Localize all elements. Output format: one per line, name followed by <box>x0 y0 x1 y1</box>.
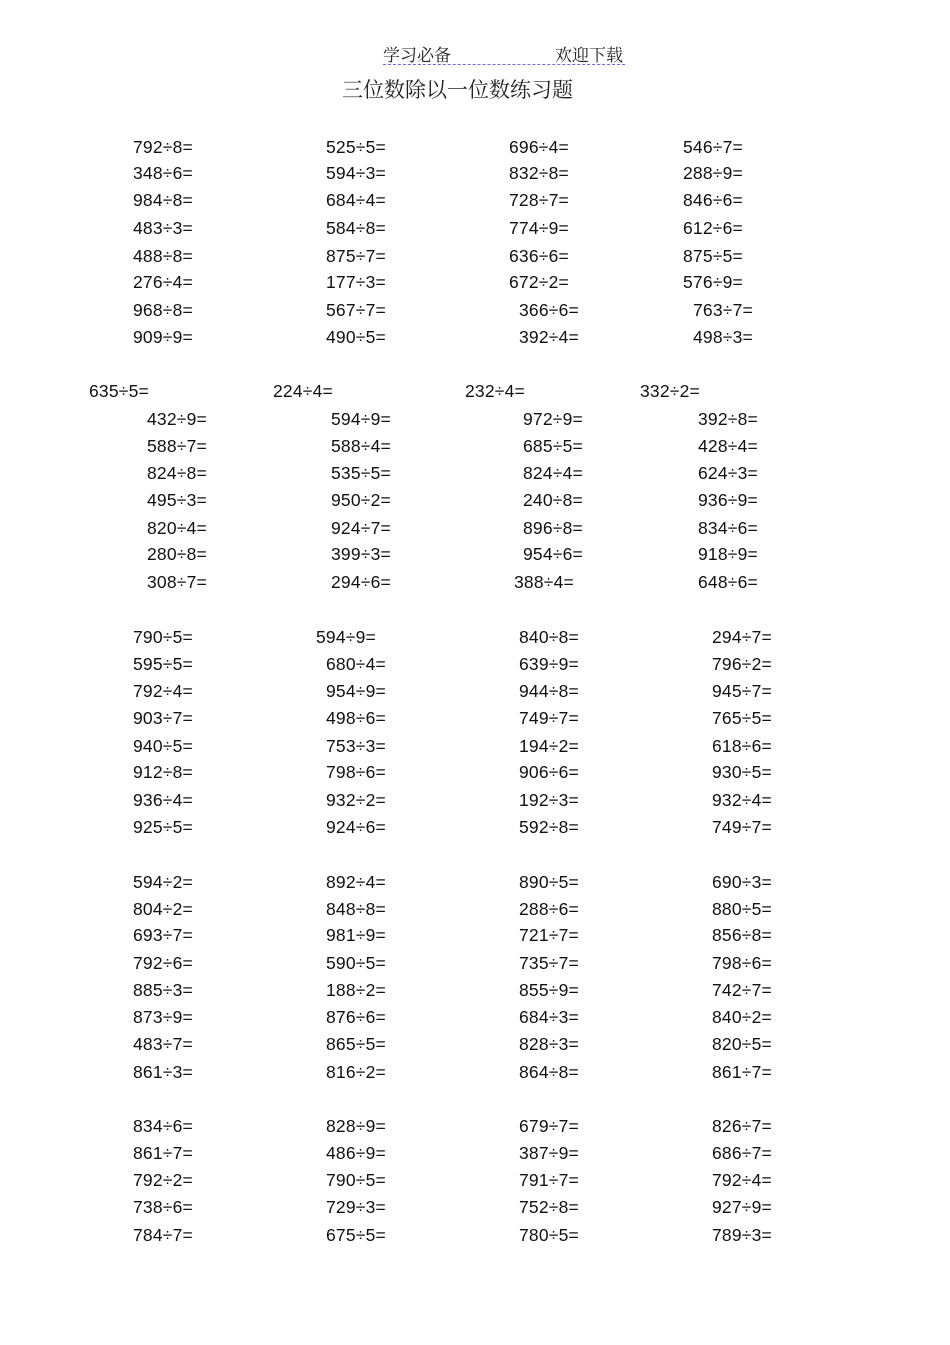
division-problem: 684÷4= <box>326 190 386 210</box>
division-problem: 495÷3= <box>147 490 207 510</box>
division-problem: 856÷8= <box>712 925 772 945</box>
division-problem: 945÷7= <box>712 681 772 701</box>
division-problem: 684÷3= <box>519 1007 579 1027</box>
division-problem: 834÷6= <box>698 518 758 538</box>
division-problem: 288÷9= <box>683 163 743 183</box>
division-problem: 639÷9= <box>519 654 579 674</box>
division-problem: 792÷2= <box>133 1170 193 1190</box>
division-problem: 483÷7= <box>133 1034 193 1054</box>
division-problem: 824÷8= <box>147 463 207 483</box>
division-problem: 875÷5= <box>683 246 743 266</box>
division-problem: 927÷9= <box>712 1197 772 1217</box>
division-problem: 864÷8= <box>519 1062 579 1082</box>
division-problem: 954÷6= <box>523 544 583 564</box>
division-problem: 308÷7= <box>147 572 207 592</box>
worksheet-title: 三位数除以一位数练习题 <box>342 78 573 102</box>
division-problem: 861÷7= <box>133 1143 193 1163</box>
division-problem: 909÷9= <box>133 327 193 347</box>
division-problem: 875÷7= <box>326 246 386 266</box>
division-problem: 294÷6= <box>331 572 391 592</box>
division-problem: 840÷8= <box>519 627 579 647</box>
division-problem: 906÷6= <box>519 762 579 782</box>
division-problem: 232÷4= <box>465 381 525 401</box>
division-problem: 892÷4= <box>326 872 386 892</box>
division-problem: 791÷7= <box>519 1170 579 1190</box>
division-problem: 896÷8= <box>523 518 583 538</box>
division-problem: 490÷5= <box>326 327 386 347</box>
division-problem: 840÷2= <box>712 1007 772 1027</box>
division-problem: 188÷2= <box>326 980 386 1000</box>
division-problem: 672÷2= <box>509 272 569 292</box>
division-problem: 749÷7= <box>712 817 772 837</box>
header-left-text: 学习必备 <box>383 46 451 66</box>
division-problem: 944÷8= <box>519 681 579 701</box>
division-problem: 612÷6= <box>683 218 743 238</box>
division-problem: 685÷5= <box>523 436 583 456</box>
division-problem: 240÷8= <box>523 490 583 510</box>
division-problem: 936÷4= <box>133 790 193 810</box>
division-problem: 288÷6= <box>519 899 579 919</box>
division-problem: 294÷7= <box>712 627 772 647</box>
division-problem: 488÷8= <box>133 246 193 266</box>
division-problem: 784÷7= <box>133 1225 193 1245</box>
division-problem: 861÷3= <box>133 1062 193 1082</box>
division-problem: 392÷8= <box>698 409 758 429</box>
division-problem: 924÷7= <box>331 518 391 538</box>
division-problem: 332÷2= <box>640 381 700 401</box>
division-problem: 588÷4= <box>331 436 391 456</box>
division-problem: 399÷3= <box>331 544 391 564</box>
division-problem: 855÷9= <box>519 980 579 1000</box>
division-problem: 686÷7= <box>712 1143 772 1163</box>
division-problem: 728÷7= <box>509 190 569 210</box>
division-problem: 790÷5= <box>326 1170 386 1190</box>
division-problem: 861÷7= <box>712 1062 772 1082</box>
division-problem: 876÷6= <box>326 1007 386 1027</box>
division-problem: 763÷7= <box>693 300 753 320</box>
division-problem: 498÷6= <box>326 708 386 728</box>
division-problem: 567÷7= <box>326 300 386 320</box>
division-problem: 940÷5= <box>133 736 193 756</box>
division-problem: 885÷3= <box>133 980 193 1000</box>
division-problem: 194÷2= <box>519 736 579 756</box>
division-problem: 387÷9= <box>519 1143 579 1163</box>
division-problem: 735÷7= <box>519 953 579 973</box>
division-problem: 680÷4= <box>326 654 386 674</box>
division-problem: 880÷5= <box>712 899 772 919</box>
division-problem: 789÷3= <box>712 1225 772 1245</box>
division-problem: 618÷6= <box>712 736 772 756</box>
division-problem: 690÷3= <box>712 872 772 892</box>
division-problem: 932÷2= <box>326 790 386 810</box>
division-problem: 873÷9= <box>133 1007 193 1027</box>
division-problem: 721÷7= <box>519 925 579 945</box>
division-problem: 792÷8= <box>133 137 193 157</box>
division-problem: 865÷5= <box>326 1034 386 1054</box>
division-problem: 224÷4= <box>273 381 333 401</box>
division-problem: 972÷9= <box>523 409 583 429</box>
division-problem: 834÷6= <box>133 1116 193 1136</box>
division-problem: 848÷8= <box>326 899 386 919</box>
division-problem: 981÷9= <box>326 925 386 945</box>
division-problem: 932÷4= <box>712 790 772 810</box>
division-problem: 525÷5= <box>326 137 386 157</box>
division-problem: 648÷6= <box>698 572 758 592</box>
division-problem: 738÷6= <box>133 1197 193 1217</box>
division-problem: 742÷7= <box>712 980 772 1000</box>
division-problem: 918÷9= <box>698 544 758 564</box>
division-problem: 276÷4= <box>133 272 193 292</box>
division-problem: 792÷6= <box>133 953 193 973</box>
division-problem: 595÷5= <box>133 654 193 674</box>
division-problem: 954÷9= <box>326 681 386 701</box>
division-problem: 816÷2= <box>326 1062 386 1082</box>
division-problem: 388÷4= <box>514 572 574 592</box>
division-problem: 392÷4= <box>519 327 579 347</box>
division-problem: 798÷6= <box>712 953 772 973</box>
header-right-text: 欢迎下载 <box>555 46 623 66</box>
division-problem: 729÷3= <box>326 1197 386 1217</box>
division-problem: 749÷7= <box>519 708 579 728</box>
division-problem: 984÷8= <box>133 190 193 210</box>
division-problem: 594÷3= <box>326 163 386 183</box>
division-problem: 828÷9= <box>326 1116 386 1136</box>
division-problem: 752÷8= <box>519 1197 579 1217</box>
division-problem: 432÷9= <box>147 409 207 429</box>
division-problem: 546÷7= <box>683 137 743 157</box>
division-problem: 890÷5= <box>519 872 579 892</box>
division-problem: 280÷8= <box>147 544 207 564</box>
division-problem: 936÷9= <box>698 490 758 510</box>
division-problem: 535÷5= <box>331 463 391 483</box>
division-problem: 576÷9= <box>683 272 743 292</box>
division-problem: 950÷2= <box>331 490 391 510</box>
division-problem: 930÷5= <box>712 762 772 782</box>
division-problem: 486÷9= <box>326 1143 386 1163</box>
division-problem: 780÷5= <box>519 1225 579 1245</box>
division-problem: 924÷6= <box>326 817 386 837</box>
division-problem: 765÷5= <box>712 708 772 728</box>
division-problem: 912÷8= <box>133 762 193 782</box>
division-problem: 590÷5= <box>326 953 386 973</box>
division-problem: 636÷6= <box>509 246 569 266</box>
division-problem: 792÷4= <box>712 1170 772 1190</box>
division-problem: 177÷3= <box>326 272 386 292</box>
division-problem: 696÷4= <box>509 137 569 157</box>
division-problem: 584÷8= <box>326 218 386 238</box>
division-problem: 774÷9= <box>509 218 569 238</box>
division-problem: 790÷5= <box>133 627 193 647</box>
page-header <box>383 40 625 65</box>
division-problem: 588÷7= <box>147 436 207 456</box>
division-problem: 592÷8= <box>519 817 579 837</box>
division-problem: 968÷8= <box>133 300 193 320</box>
division-problem: 192÷3= <box>519 790 579 810</box>
division-problem: 675÷5= <box>326 1225 386 1245</box>
division-problem: 832÷8= <box>509 163 569 183</box>
division-problem: 594÷9= <box>316 627 376 647</box>
division-problem: 594÷2= <box>133 872 193 892</box>
division-problem: 679÷7= <box>519 1116 579 1136</box>
division-problem: 693÷7= <box>133 925 193 945</box>
division-problem: 820÷5= <box>712 1034 772 1054</box>
division-problem: 846÷6= <box>683 190 743 210</box>
division-problem: 498÷3= <box>693 327 753 347</box>
division-problem: 635÷5= <box>89 381 149 401</box>
division-problem: 796÷2= <box>712 654 772 674</box>
division-problem: 594÷9= <box>331 409 391 429</box>
division-problem: 826÷7= <box>712 1116 772 1136</box>
division-problem: 820÷4= <box>147 518 207 538</box>
division-problem: 804÷2= <box>133 899 193 919</box>
division-problem: 828÷3= <box>519 1034 579 1054</box>
division-problem: 483÷3= <box>133 218 193 238</box>
division-problem: 366÷6= <box>519 300 579 320</box>
division-problem: 798÷6= <box>326 762 386 782</box>
division-problem: 348÷6= <box>133 163 193 183</box>
division-problem: 824÷4= <box>523 463 583 483</box>
division-problem: 753÷3= <box>326 736 386 756</box>
division-problem: 792÷4= <box>133 681 193 701</box>
division-problem: 903÷7= <box>133 708 193 728</box>
division-problem: 428÷4= <box>698 436 758 456</box>
division-problem: 624÷3= <box>698 463 758 483</box>
division-problem: 925÷5= <box>133 817 193 837</box>
